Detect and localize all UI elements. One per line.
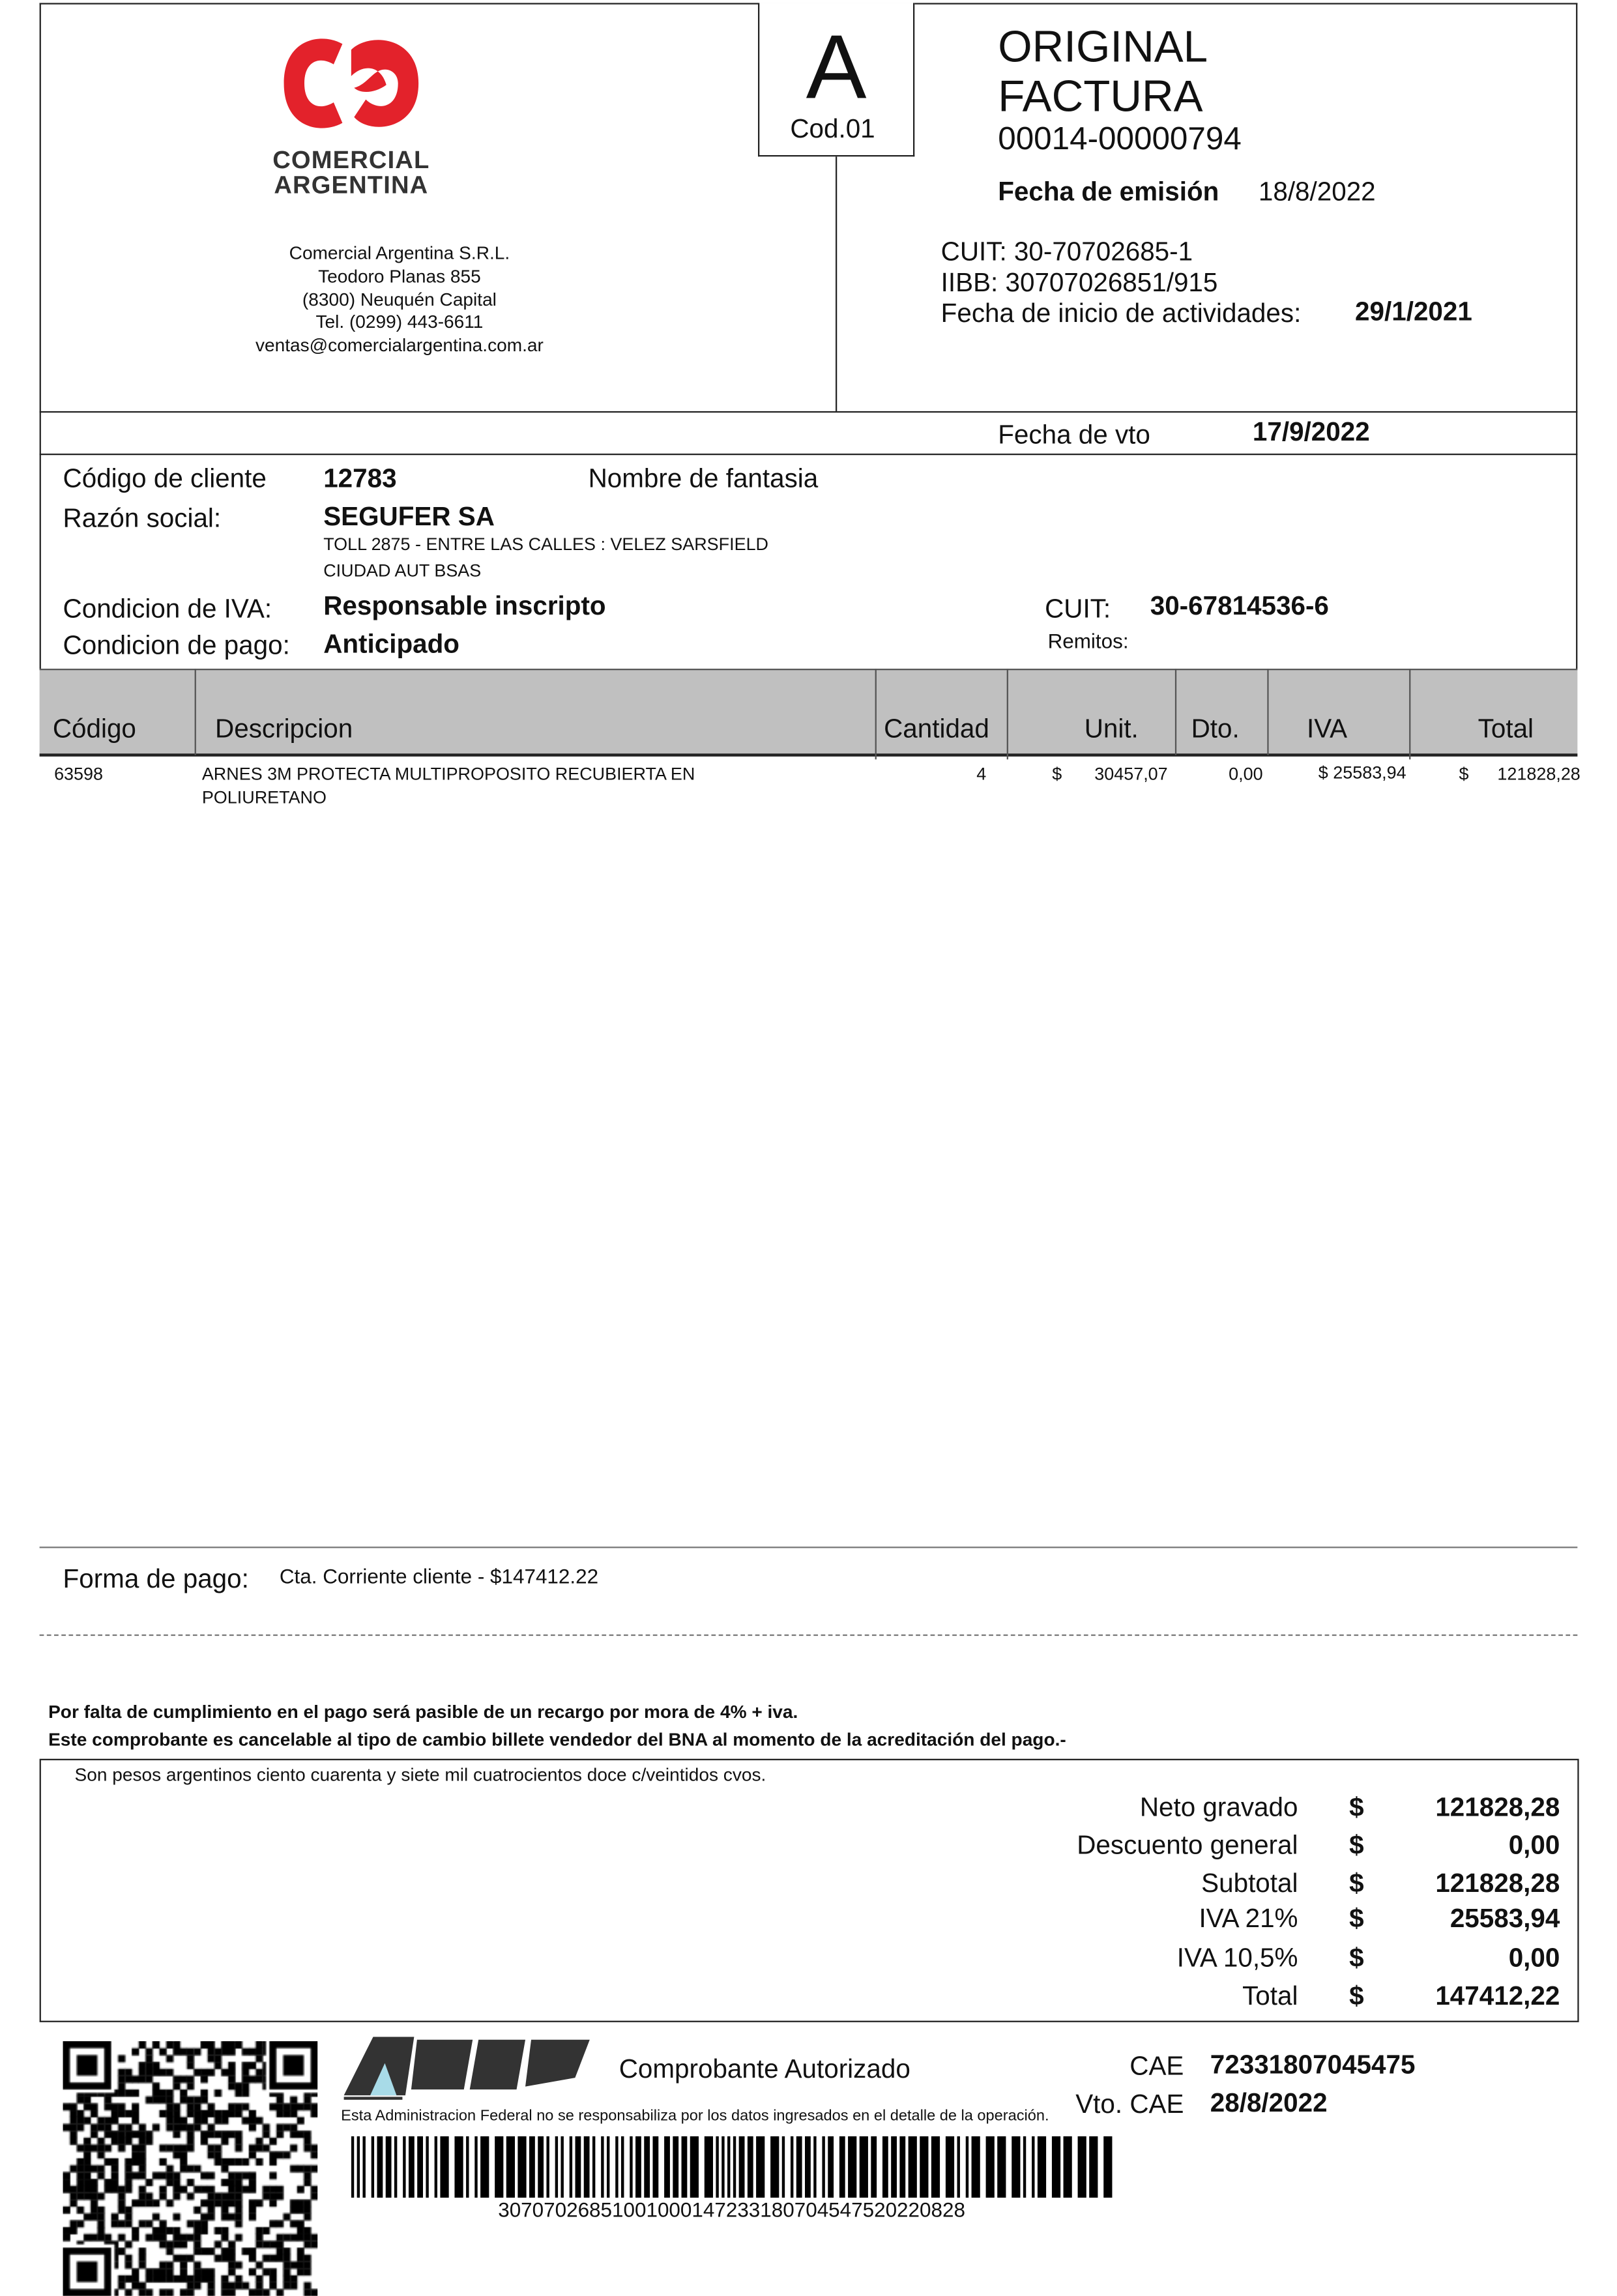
barcode-bar <box>529 2136 535 2198</box>
barcode-bar <box>727 2136 730 2198</box>
logo-text-line1: COMERCIAL <box>272 146 430 175</box>
barcode-bar <box>506 2136 515 2198</box>
column-divider <box>1409 669 1410 759</box>
barcode-number: 30707026851001000147233180704547520220828 <box>498 2198 965 2222</box>
barcode-bar <box>403 2136 405 2198</box>
totals-box <box>40 1759 1579 2022</box>
column-header-code: Código <box>52 714 136 744</box>
column-divider <box>875 669 877 759</box>
barcode-bar <box>409 2136 415 2198</box>
totals-value: 0,00 <box>1508 1830 1560 1860</box>
amount-in-words: Son pesos argentinos ciento cuarenta y siete mil cuatrocientos doce c/veintidos cvos. <box>74 1764 766 1786</box>
row-unit-currency: $ <box>1052 763 1062 785</box>
column-header-iva: IVA <box>1306 714 1348 744</box>
barcode-bar <box>986 2136 995 2198</box>
cae-label: CAE <box>1129 2051 1184 2081</box>
dashed-divider <box>40 1635 1578 1636</box>
column-divider <box>1007 669 1008 759</box>
column-divider <box>1175 669 1176 755</box>
column-header-total: Total <box>1478 714 1534 744</box>
row-unit-price: 30457,07 <box>1094 763 1168 785</box>
barcode-bar <box>782 2136 785 2198</box>
barcode-bar <box>690 2136 699 2198</box>
activity-start-date: 29/1/2021 <box>1355 297 1472 327</box>
payment-method-label: Forma de pago: <box>63 1564 249 1594</box>
totals-currency: $ <box>1349 1904 1364 1933</box>
barcode-bar <box>652 2136 658 2198</box>
barcode-bar <box>805 2136 811 2198</box>
barcode-bar <box>721 2136 724 2198</box>
divider <box>836 156 837 411</box>
qr-code <box>63 2041 318 2296</box>
barcode <box>351 2136 1115 2198</box>
remitos-label: Remitos: <box>1047 629 1129 653</box>
invoice-type: FACTURA <box>998 73 1203 122</box>
cae-due-label: Vto. CAE <box>1075 2089 1184 2119</box>
barcode-bar <box>931 2136 940 2198</box>
divider <box>40 454 1578 455</box>
barcode-bar <box>664 2136 670 2198</box>
barcode-bar <box>909 2136 917 2198</box>
barcode-bar <box>1089 2136 1098 2198</box>
barcode-bar <box>733 2136 736 2198</box>
exchange-note: Este comprobante es cancelable al tipo de cambio billete vendedor del BNA al momento de la acreditación del pago.- <box>48 1729 1066 1751</box>
barcode-bar <box>630 2136 632 2198</box>
barcode-bar <box>860 2136 868 2198</box>
company-address: Teodoro Planas 855 <box>318 266 481 287</box>
barcode-bar <box>1012 2136 1020 2198</box>
invoice-letter-box <box>758 3 914 156</box>
barcode-bar <box>435 2136 437 2198</box>
barcode-bar <box>882 2136 888 2198</box>
barcode-bar <box>822 2136 824 2198</box>
column-header-quantity: Cantidad <box>884 714 989 744</box>
barcode-bar <box>920 2136 928 2198</box>
barcode-bar <box>351 2136 354 2198</box>
totals-value: 121828,28 <box>1435 1792 1560 1822</box>
payment-condition-label: Condicion de pago: <box>63 630 290 660</box>
barcode-bar <box>426 2136 428 2198</box>
row-code: 63598 <box>54 763 104 785</box>
barcode-bar <box>748 2136 753 2198</box>
barcode-bar <box>828 2136 834 2198</box>
barcode-bar <box>546 2136 549 2198</box>
company-email: ventas@comercialargentina.com.ar <box>255 335 544 356</box>
row-total: 121828,28 <box>1497 763 1581 785</box>
barcode-bar <box>1103 2136 1112 2198</box>
barcode-bar <box>454 2136 463 2198</box>
seller-cuit: CUIT: 30-70702685-1 <box>940 237 1193 267</box>
barcode-bar <box>791 2136 793 2198</box>
barcode-bar <box>957 2136 960 2198</box>
row-description-cont: POLIURETANO <box>201 787 327 808</box>
barcode-bar <box>394 2136 397 2198</box>
barcode-bar <box>946 2136 954 2198</box>
client-city: CIUDAD AUT BSAS <box>323 560 482 581</box>
barcode-bar <box>517 2136 526 2198</box>
totals-currency: $ <box>1349 1830 1364 1860</box>
column-header-description: Descripcion <box>215 714 353 744</box>
totals-currency: $ <box>1349 1943 1364 1973</box>
payment-condition: Anticipado <box>323 629 459 659</box>
barcode-bar <box>1052 2136 1060 2198</box>
late-payment-note: Por falta de cumplimiento en el pago será pasible de un recargo por mora de 4% + iva. <box>48 1702 798 1722</box>
totals-label: Total <box>1242 1981 1298 2011</box>
barcode-bar <box>848 2136 856 2198</box>
copy-label: ORIGINAL <box>998 23 1208 72</box>
activity-start-label: Fecha de inicio de actividades: <box>940 298 1302 328</box>
barcode-bar <box>839 2136 845 2198</box>
company-city: (8300) Neuquén Capital <box>302 289 497 310</box>
divider <box>40 1547 1578 1548</box>
barcode-bar <box>899 2136 905 2198</box>
barcode-bar <box>474 2136 477 2198</box>
barcode-bar <box>615 2136 618 2198</box>
afip-disclaimer: Esta Administracion Federal no se responsabiliza por los datos ingresados en el detalle de la operación. <box>341 2107 1049 2125</box>
row-quantity: 4 <box>976 763 987 785</box>
border <box>1576 3 1577 669</box>
authorized-label: Comprobante Autorizado <box>619 2054 910 2084</box>
row-description: ARNES 3M PROTECTA MULTIPROPOSITO RECUBIERTA EN <box>201 763 695 785</box>
totals-value: 0,00 <box>1508 1943 1560 1973</box>
barcode-bar <box>966 2136 969 2198</box>
row-discount: 0,00 <box>1229 763 1263 785</box>
barcode-bar <box>705 2136 713 2198</box>
company-phone: Tel. (0299) 443-6611 <box>315 312 484 332</box>
barcode-bar <box>607 2136 609 2198</box>
column-divider <box>1267 669 1268 755</box>
barcode-bar <box>386 2136 392 2198</box>
barcode-bar <box>871 2136 877 2198</box>
barcode-bar <box>1032 2136 1034 2198</box>
seller-iibb: IIBB: 30707026851/915 <box>940 267 1218 297</box>
barcode-bar <box>1078 2136 1086 2198</box>
row-total-currency: $ <box>1459 763 1469 785</box>
barcode-bar <box>739 2136 745 2198</box>
barcode-bar <box>371 2136 374 2198</box>
cae-due-date: 28/8/2022 <box>1210 2087 1328 2117</box>
issue-date-label: Fecha de emisión <box>998 177 1219 207</box>
client-name: SEGUFER SA <box>323 502 495 532</box>
column-divider <box>195 669 196 755</box>
barcode-bar <box>466 2136 469 2198</box>
barcode-bar <box>621 2136 624 2198</box>
barcode-bar <box>357 2136 360 2198</box>
cae-number: 72331807045475 <box>1210 2050 1416 2080</box>
barcode-bar <box>362 2136 365 2198</box>
barcode-bar <box>997 2136 1006 2198</box>
barcode-bar <box>495 2136 503 2198</box>
barcode-bar <box>644 2136 650 2198</box>
barcode-bar <box>682 2136 688 2198</box>
iva-condition-label: Condicion de IVA: <box>63 594 272 624</box>
payment-method: Cta. Corriente cliente - $147412.22 <box>279 1564 599 1588</box>
barcode-bar <box>417 2136 423 2198</box>
totals-label: Subtotal <box>1201 1868 1298 1898</box>
client-cuit: 30-67814536-6 <box>1150 591 1329 620</box>
client-code: 12783 <box>323 463 397 493</box>
fantasy-name-label: Nombre de fantasia <box>588 463 819 493</box>
totals-currency: $ <box>1349 1868 1364 1898</box>
barcode-bar <box>635 2136 641 2198</box>
barcode-bar <box>584 2136 590 2198</box>
invoice-code: Cod.01 <box>790 114 875 144</box>
barcode-bar <box>770 2136 779 2198</box>
client-name-label: Razón social: <box>63 503 222 533</box>
totals-currency: $ <box>1349 1981 1364 2011</box>
iva-condition: Responsable inscripto <box>323 591 606 620</box>
barcode-bar <box>538 2136 544 2198</box>
totals-value: 147412,22 <box>1435 1981 1560 2011</box>
client-cuit-label: CUIT: <box>1045 594 1111 624</box>
invoice-letter: A <box>806 17 867 119</box>
issue-date: 18/8/2022 <box>1258 177 1376 207</box>
totals-label: Descuento general <box>1077 1830 1298 1860</box>
company-name: Comercial Argentina S.R.L. <box>289 242 510 264</box>
totals-value: 121828,28 <box>1435 1868 1560 1898</box>
barcode-bar <box>575 2136 581 2198</box>
due-date-label: Fecha de vto <box>998 420 1150 450</box>
barcode-bar <box>891 2136 897 2198</box>
totals-label: IVA 10,5% <box>1176 1943 1298 1973</box>
barcode-bar <box>673 2136 678 2198</box>
totals-currency: $ <box>1349 1792 1364 1822</box>
logo-text-line2: ARGENTINA <box>274 171 429 199</box>
barcode-bar <box>592 2136 595 2198</box>
barcode-bar <box>440 2136 448 2198</box>
barcode-bar <box>1038 2136 1046 2198</box>
row-iva: $ 25583,94 <box>1318 762 1406 783</box>
barcode-bar <box>480 2136 489 2198</box>
column-header-discount: Dto. <box>1191 714 1240 744</box>
barcode-bar <box>601 2136 604 2198</box>
company-logo-icon <box>278 35 425 132</box>
invoice-number: 00014-00000794 <box>998 120 1242 157</box>
barcode-bar <box>377 2136 383 2198</box>
divider <box>40 411 1578 413</box>
border <box>40 3 41 669</box>
barcode-bar <box>796 2136 802 2198</box>
totals-label: IVA 21% <box>1199 1904 1298 1933</box>
barcode-bar <box>555 2136 558 2198</box>
barcode-bar <box>1064 2136 1072 2198</box>
client-address: TOLL 2875 - ENTRE LAS CALLES : VELEZ SARSFIELD <box>323 534 769 555</box>
barcode-bar <box>716 2136 718 2198</box>
afip-logo-icon <box>341 2034 592 2101</box>
barcode-bar <box>570 2136 572 2198</box>
column-header-unit: Unit. <box>1084 714 1139 744</box>
totals-label: Neto gravado <box>1139 1792 1298 1822</box>
totals-value: 25583,94 <box>1449 1904 1560 1933</box>
barcode-bar <box>561 2136 563 2198</box>
barcode-bar <box>756 2136 765 2198</box>
barcode-bar <box>1023 2136 1026 2198</box>
client-code-label: Código de cliente <box>63 463 267 493</box>
due-date: 17/9/2022 <box>1252 416 1370 446</box>
barcode-bar <box>813 2136 816 2198</box>
barcode-bar <box>972 2136 980 2198</box>
